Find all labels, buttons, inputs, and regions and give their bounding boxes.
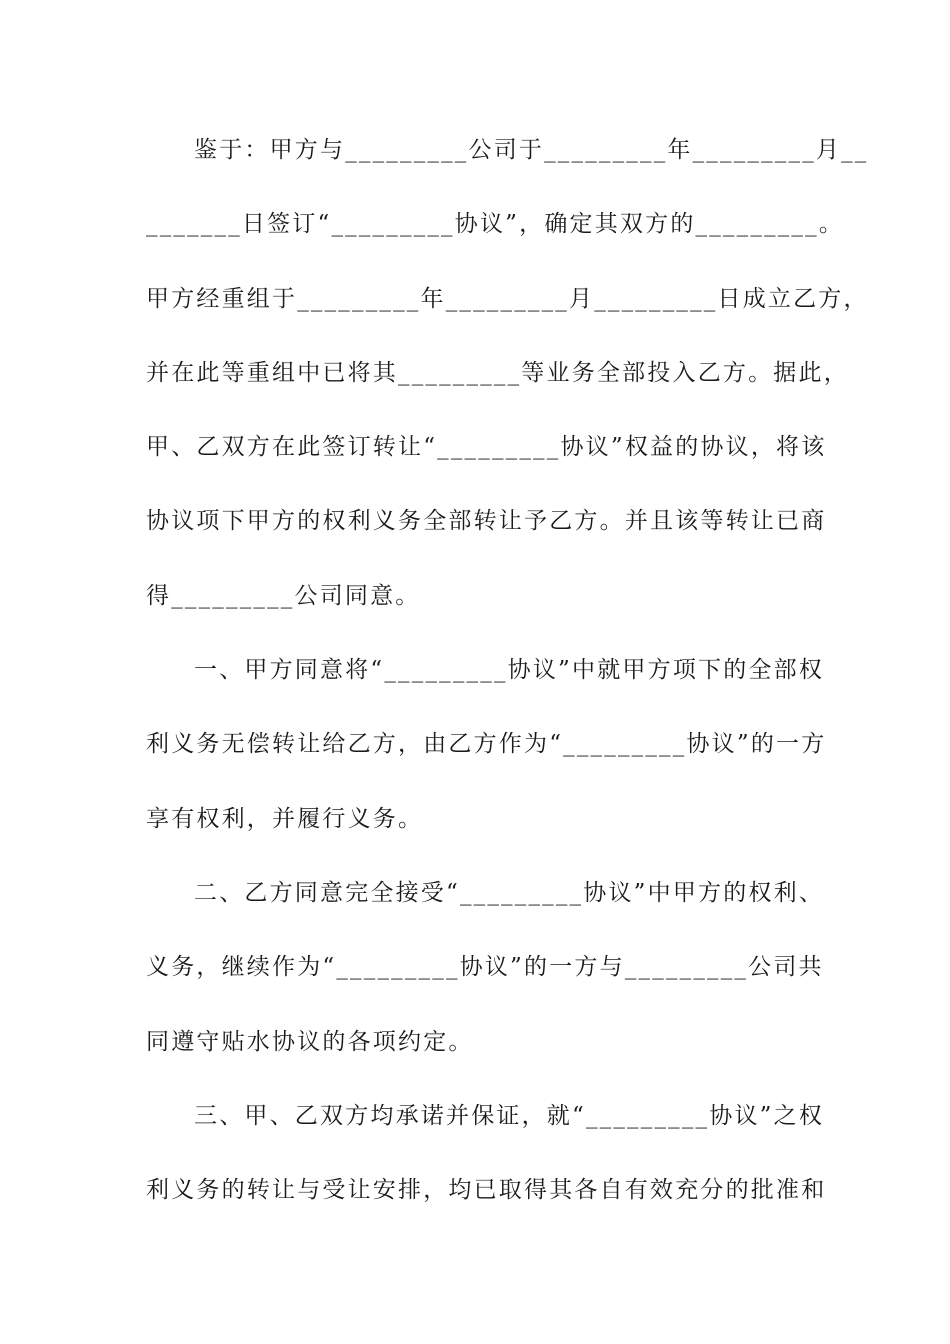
paragraph-recital-line: _______日签订“_________协议”，确定其双方的_________。 [146,211,845,238]
clause-two-line: 二、乙方同意完全接受“_________协议”中甲方的权利、 [194,879,825,906]
clause-three-line: 利义务的转让与受让安排，均已取得其各自有效充分的批准和 [146,1177,827,1204]
clause-one-line: 利义务无偿转让给乙方，由乙方作为“_________协议”的一方 [146,731,827,758]
paragraph-recital-line: 甲方经重组于_________年_________月_________日成立乙方， [146,285,869,312]
paragraph-recital-line: 鉴于：甲方与_________公司于_________年_________月__ [194,137,869,163]
clause-two-line: 义务，继续作为“_________协议”的一方与_________公司共 [146,954,824,981]
document-body [146,128,869,1242]
clause-one-line: 一、甲方同意将“_________协议”中就甲方项下的全部权 [194,657,825,684]
clause-three-line: 三、甲、乙双方均承诺并保证，就“_________协议”之权 [194,1102,825,1129]
paragraph-recital-line: 得_________公司同意。 [146,582,421,609]
clause-one-line: 享有权利，并履行义务。 [146,805,424,832]
paragraph-recital-line: 协议项下甲方的权利义务全部转让予乙方。并且该等转让已商 [146,508,827,535]
paragraph-recital-line: 甲、乙双方在此签订转让“_________协议”权益的协议，将该 [146,434,827,461]
paragraph-recital-line: 并在此等重组中已将其_________等业务全部投入乙方。据此， [146,359,849,386]
clause-two-line: 同遵守贴水协议的各项约定。 [146,1028,474,1055]
